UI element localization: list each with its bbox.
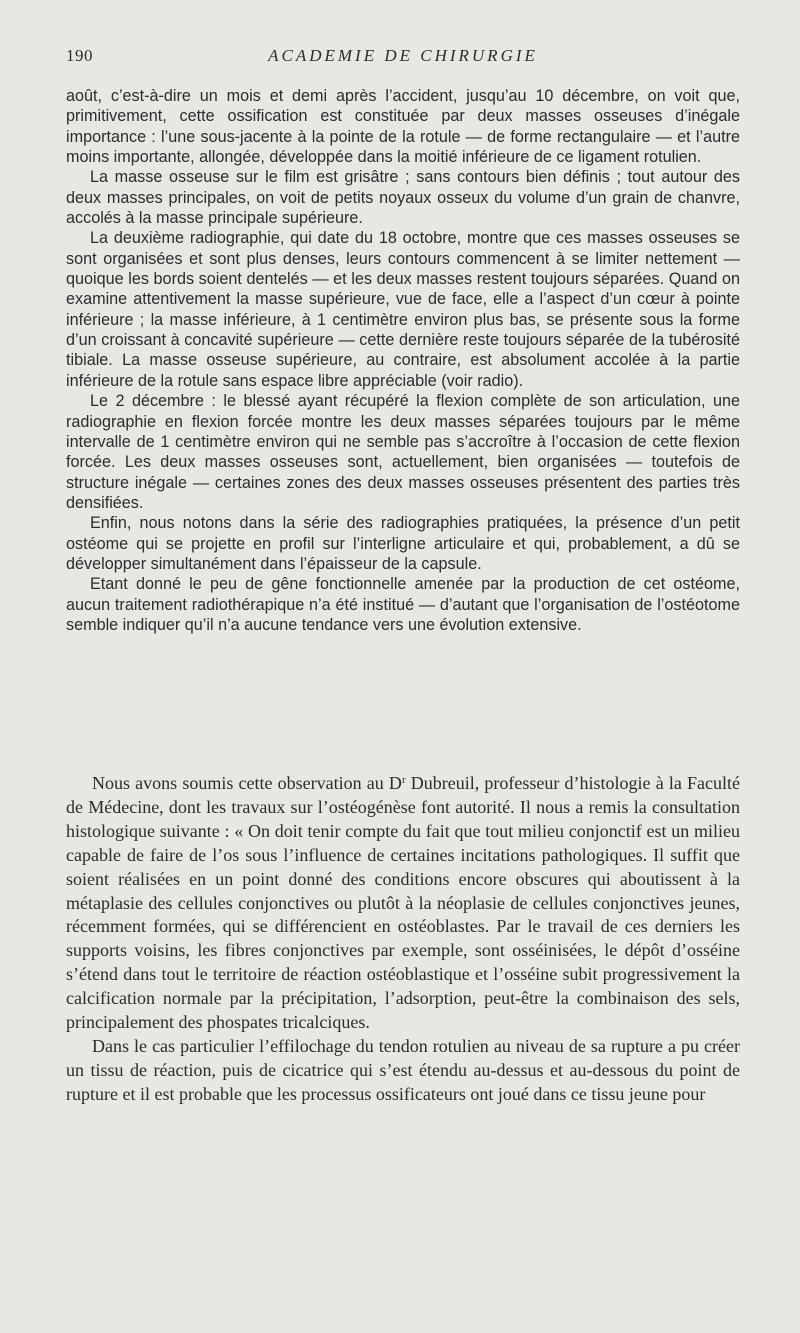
- paragraph-osteoma: Enfin, nous notons dans la série des radiographies pratiquées, la présence d’un petit ostéome qui se projette en profil sur l’interligne articulaire et qui, probablement, a dû se développer simultanément dans l’épaisseur de la capsule.: [66, 514, 740, 573]
- superscript: r: [401, 774, 406, 786]
- histology-text: [66, 772, 740, 1107]
- paragraph-treatment: Etant donné le peu de gêne fonctionnelle amenée par la production de cet ostéome, aucun traitement radiothérapique n’a été institué — d’autant que l’organisation de l’ostéotome semble indiquer qu’il n’a aucune tendance vers une évolution extensive.: [66, 575, 740, 634]
- paragraph-histology-consultation: [66, 772, 740, 1035]
- text-segment: Nous avons soumis cette observation au D: [92, 773, 402, 793]
- running-title: ACADEMIE DE CHIRURGIE: [268, 46, 538, 65]
- page-header: [66, 46, 740, 76]
- page-number: 190: [66, 46, 93, 65]
- paragraph-second-radiograph: La deuxième radiographie, qui date du 18 octobre, montre que ces masses osseuses se sont organisées et sont plus denses, leurs contours commencent à se limiter nettement — quoique les bords soient dentelés — et les deux masses restent toujours séparées. Quand on examine attentivement la masse supérieure, vue de face, elle a l’aspect d’un cœur à pointe inférieure ; la masse inférieure, à 1 centimètre environ plus bas, se présente sous la forme d’un croissant à concavité supérieure — cette dernière reste toujours séparée de la tubérosité tibiale. La masse osseuse supérieure, au contraire, est absolument accolée à la partie inférieure de la rotule sans espace libre appréciable (voir radio).: [66, 229, 740, 390]
- paragraph-december-radiograph: Le 2 décembre : le blessé ayant récupéré la flexion complète de son articulation, une radiographie en flexion forcée montre les deux masses séparées toujours par le même intervalle de 1 centimètre environ qui ne semble pas s’accroître à l’occasion de cette flexion forcée. Les deux masses osseuses sont, actuellement, bien organisées — toutefois de structure inégale — certaines zones des deux masses osseuses présentent des parties très densifiées.: [66, 392, 740, 512]
- paragraph-particular-case: Dans le cas particulier l’effilochage du tendon rotulien au niveau de sa rupture a pu créer un tissu de réaction, puis de cicatrice qui s’est étendu au-dessus et au-dessous du point de rupture et il est probable que les processus ossificateurs ont joué dans ce tissu jeune pour: [66, 1035, 740, 1104]
- paragraph-film-description: La masse osseuse sur le film est grisâtre ; sans contours bien définis ; tout autour des deux masses principales, on voit de petits noyaux osseux du volume d’un grain de chanvre, accolés à la masse principale supérieure.: [66, 168, 740, 228]
- case-report-text: [66, 86, 740, 635]
- paragraph-continuation: août, c’est-à-dire un mois et demi après l’accident, jusqu’au 10 décembre, on voit que, primitivement, cette ossification est constituée par deux masses osseuses d’inégale importance : l’une sous-jacente à la pointe de la rotule — de forme rectangulaire — et l’autre moins importante, allongée, développée dans la moitié inférieure de ce ligament rotulien.: [66, 87, 740, 167]
- text-segment: Dubreuil, professeur d’histologie à la Faculté de Médecine, dont les travaux sur l’ostéogénèse font autorité. Il nous a remis la consultation histologique suivante : « On doit tenir compte du fait que tout milieu conjonctif est un milieu capable de faire de l’os sous l’influence de certaines incitations pathologiques. Il suffit que soient réalisées en un point donné des conditions encore obscures qui aboutissent à la métaplasie des cellules conjonctives ou plutôt à la néoplasie de cellules conjonctives jeunes, récemment formées, qui se différencient en ostéoblastes. Par le travail de ces derniers les supports voisins, les fibres conjonctives par exemple, sont osséinisées, le dépôt d’osséine s’étend dans tout le territoire de réaction ostéoblastique et l’osséine subit progressivement la calcification normale par la précipitation, l’adsorption, peut-être la combinaison des sels, principalement des phospates tricalciques.: [66, 773, 740, 1033]
